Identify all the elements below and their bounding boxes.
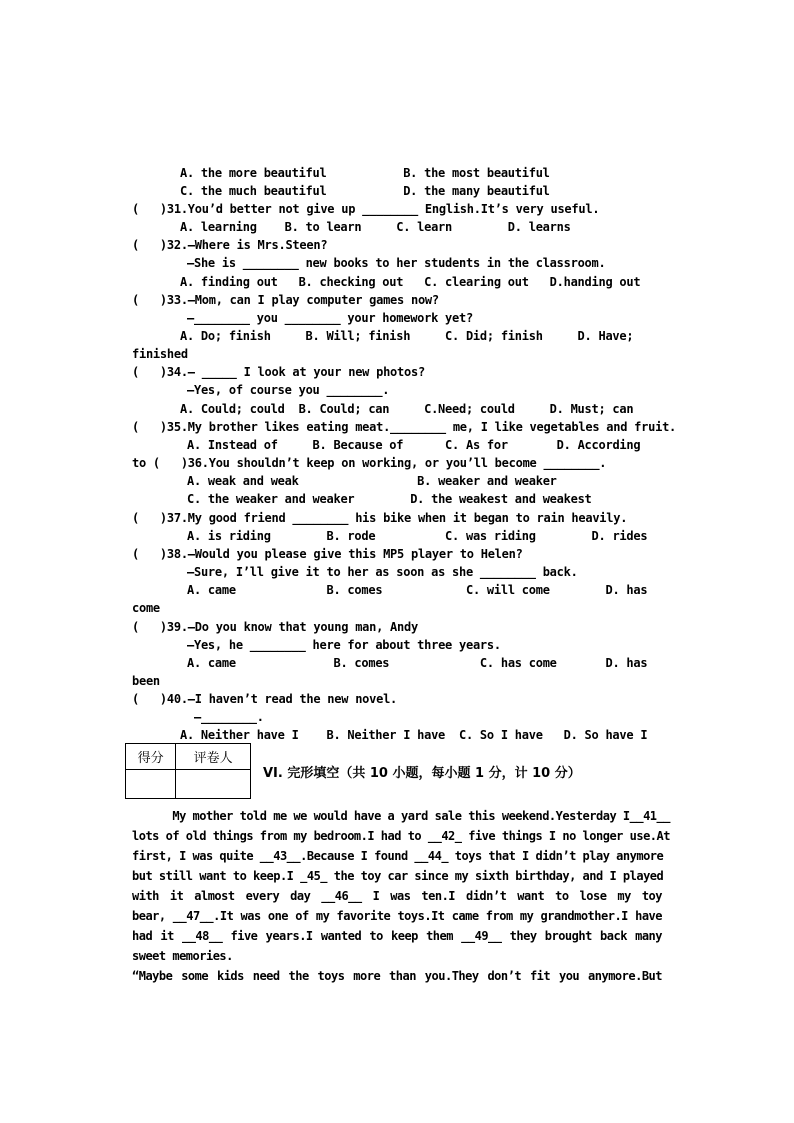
question-line: ( )33.—Mom, can I play computer games now? <box>132 293 439 307</box>
passage-line: lots of old things from my bedroom.I had to __42_ five things I no longer use.At <box>132 829 670 843</box>
question-line: A. Neither have I B. Neither I have C. So I have D. So have I <box>180 728 648 742</box>
question-line: —________ you ________ your homework yet? <box>187 311 473 325</box>
question-line: A. weak and weak B. weaker and weaker <box>187 474 557 488</box>
passage-line: had it __48__ five years.I wanted to keep them __49__ they brought back many <box>132 929 662 943</box>
question-line: —Sure, I’ll give it to her as soon as she ________ back. <box>187 565 578 579</box>
question-line: ( )38.—Would you please give this MP5 player to Helen? <box>132 547 523 561</box>
question-line: A. came B. comes C. has come D. has <box>187 656 648 670</box>
question-line: ( )40.—I haven’t read the new novel. <box>132 692 398 706</box>
score-table <box>125 743 251 799</box>
question-line: ( )37.My good friend ________ his bike when it began to rain heavily. <box>132 511 628 525</box>
passage-line: bear, __47__.It was one of my favorite toys.It came from my grandmother.I have <box>132 909 662 923</box>
question-line: A. Could; could B. Could; can C.Need; could D. Must; can <box>180 402 634 416</box>
question-line: to ( )36.You shouldn’t keep on working, or you’ll become ________. <box>132 456 607 470</box>
question-line: A. learning B. to learn C. learn D. learns <box>180 220 571 234</box>
question-line: A. came B. comes C. will come D. has <box>187 583 648 597</box>
passage-line: but still want to keep.I _45_ the toy car since my sixth birthday, and I played <box>132 869 664 883</box>
question-line: ( )34.— _____ I look at your new photos? <box>132 365 425 379</box>
question-line: A. is riding B. rode C. was riding D. rides <box>187 529 648 543</box>
passage-line: sweet memories. <box>132 949 233 963</box>
question-line: —Yes, he ________ here for about three years. <box>187 638 501 652</box>
question-line: ( )32.—Where is Mrs.Steen? <box>132 238 328 252</box>
question-line: A. Instead of B. Because of C. As for D. According <box>187 438 641 452</box>
question-line: come <box>132 601 160 615</box>
question-line: —________. <box>194 710 264 724</box>
question-line: A. finding out B. checking out C. clearing out D.handing out <box>180 275 641 289</box>
passage-line: “Maybe some kids need the toys more than you.They don’t fit you anymore.But <box>132 969 662 983</box>
question-line: ( )39.—Do you know that young man, Andy <box>132 620 418 634</box>
score-cell[interactable] <box>126 770 176 799</box>
question-line: C. the much beautiful D. the many beautiful <box>180 184 550 198</box>
question-line: ( )31.You’d better not give up ________ English.It’s very useful. <box>132 202 600 216</box>
section-title: VI. 完形填空（共 10 小题，每小题 1 分，计 10 分） <box>263 766 581 781</box>
question-line: been <box>132 674 160 688</box>
question-line: ( )35.My brother likes eating meat.________ me, I like vegetables and fruit. <box>132 420 677 434</box>
score-header: 得分 <box>126 744 176 770</box>
passage-line: with it almost every day __46__ I was ten.I didn’t want to lose my toy <box>132 889 662 903</box>
question-line: —Yes, of course you ________. <box>187 383 390 397</box>
grader-cell[interactable] <box>176 770 251 799</box>
question-line: finished <box>132 347 188 361</box>
passage-line: first, I was quite __43__.Because I found __44_ toys that I didn’t play anymore <box>132 849 664 863</box>
passage-line: My mother told me we would have a yard sale this weekend.Yesterday I__41__ <box>132 809 670 823</box>
question-line: A. Do; finish B. Will; finish C. Did; finish D. Have; <box>180 329 634 343</box>
question-line: A. the more beautiful B. the most beautiful <box>180 166 550 180</box>
question-line: C. the weaker and weaker D. the weakest and weakest <box>187 492 592 506</box>
question-line: —She is ________ new books to her students in the classroom. <box>187 256 606 270</box>
grader-header: 评卷人 <box>176 744 251 770</box>
